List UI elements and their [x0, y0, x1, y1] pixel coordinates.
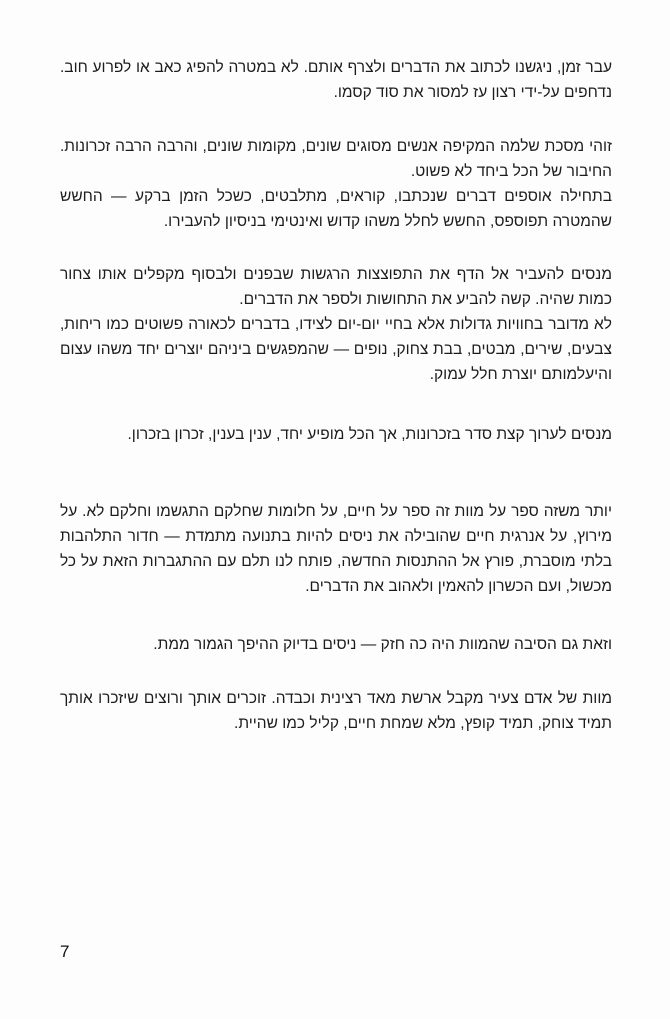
paragraph-text: וזאת גם הסיבה שהמוות היה כה חזק — ניסים בדיוק ההיפך הגמור ממת. [153, 636, 612, 653]
paragraph-text: מנסים לערוך קצת סדר בזכרונות, אך הכל מופיע יחד, ענין בענין, זכרון בזכרון. [127, 426, 612, 443]
paragraph [60, 686, 612, 736]
paragraph-text: בתחילה אוספים דברים שנכתבו, קוראים, מתלבטים, כשכל הזמן ברקע — החשש שהמטרה תפוספס, החשש לחלל משהו קדוש ואינטימי בניסיון להעבירו. [60, 188, 612, 230]
paragraph-text: מנסים להעביר אל הדף את התפוצצות הרגשות שבפנים ולבסוף מקפלים אותו צחור כמות שהיה. קשה להביע את התחושות ולספר את הדברים. [60, 266, 612, 308]
paragraph [60, 499, 612, 599]
paragraph [60, 632, 612, 657]
paragraph-text: זוהי מסכת שלמה המקיפה אנשים מסוגים שונים, מקומות שונים, והרבה הרבה זכרונות. החיבור של הכל ביחד לא פשוט. [60, 138, 612, 180]
paragraph-text: לא מדובר בחוויות גדולות אלא בחיי יום-יום לצידו, בדברים לכאורה פשוטים כמו ריחות, צבעים, שירים, מבטים, בבת צחוק, נופים — שהמפגשים ביניהם יוצרים יחד משהו עצום והיעלמותם יוצרת חלל עמוק. [60, 316, 612, 383]
page-number: 7 [60, 942, 70, 961]
paragraph-text: יותר משזה ספר על מוות זה ספר על חיים, על חלומות שחלקם התגשמו וחלקם לא. על מירוץ, על אנרגית חיים שהובילה את ניסים להיות בתנועה מתמדת — חדור התלהבות בלתי מוסברת, פורץ אל ההתנסות החדשה, פותח לנו תלם עם ההתגברות הזאת על כל מכשול, ועם הכשרון להאמין ולאהוב את הדברים. [60, 503, 612, 595]
paragraph-text: עבר זמן, ניגשנו לכתוב את הדברים ולצרף אותם. לא במטרה להפיג כאב או לפרוע חוב. נדחפים על-ידי רצון עז למסור את סוד קסמו. [60, 59, 612, 101]
paragraph [60, 55, 612, 105]
paragraph [60, 262, 612, 387]
paragraph [60, 134, 612, 234]
paragraph [60, 422, 612, 447]
paragraph-text: מוות של אדם צעיר מקבל ארשת מאד רצינית וכבדה. זוכרים אותך ורוצים שיזכרו אותך תמיד צוחק, תמיד קופץ, מלא שמחת חיים, קליל כמו שהיית. [60, 690, 612, 732]
